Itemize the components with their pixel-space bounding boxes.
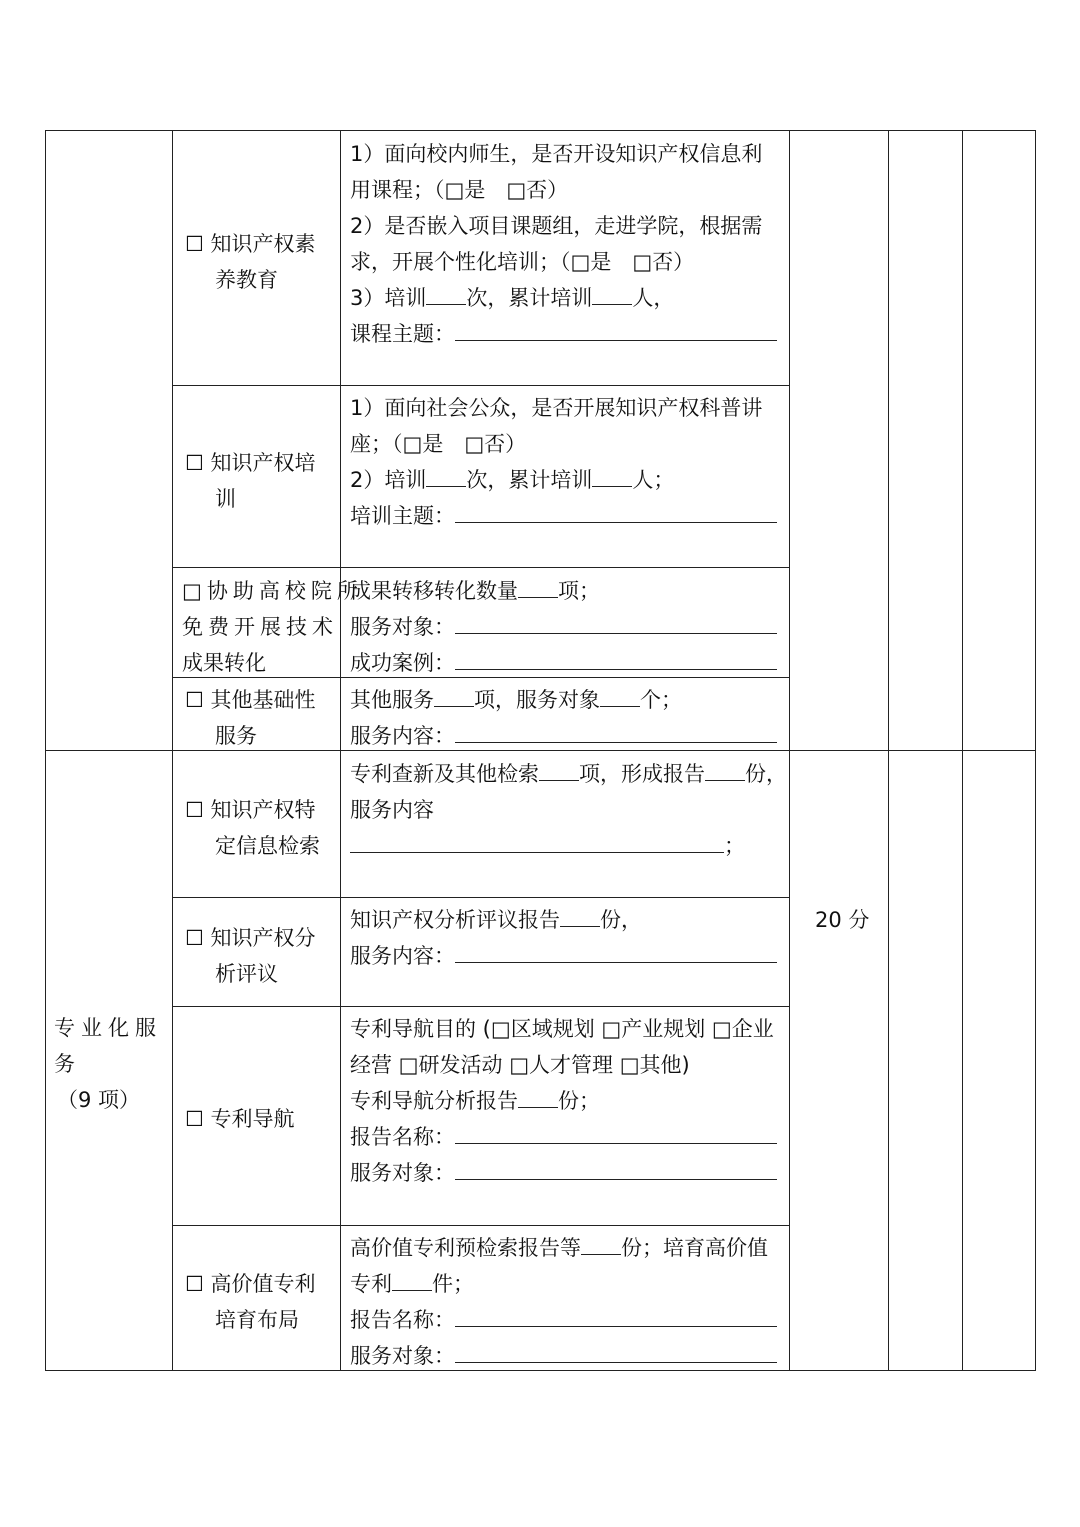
label: 报告名称： — [350, 1308, 455, 1332]
training-line: 1）面向社会公众，是否开展知识产权科普讲 — [350, 396, 763, 420]
row-divider — [172, 1006, 790, 1007]
blank-reports[interactable] — [518, 1083, 558, 1108]
blank-success-case[interactable] — [455, 645, 777, 670]
highvalue-count-line — [350, 1230, 768, 1266]
blank-service-content[interactable] — [350, 828, 724, 853]
blank-service-target[interactable] — [455, 1338, 777, 1363]
blank-training-topic[interactable] — [455, 498, 777, 523]
table-border-top — [45, 130, 1036, 131]
row-divider — [172, 897, 790, 898]
item-training-title-2: 训 — [215, 487, 236, 511]
literacy-line: 2）是否嵌入项目课题组，走进学院，根据需 — [350, 214, 763, 238]
blank-reports[interactable] — [560, 902, 600, 927]
blank-service-content[interactable] — [455, 718, 777, 743]
blank-service-content[interactable] — [455, 938, 777, 963]
blank-times[interactable] — [426, 462, 466, 487]
label: 成功案例： — [350, 651, 455, 675]
row-divider — [172, 567, 790, 568]
training-line: 座；（□是 □否） — [350, 432, 527, 456]
blank-course-topic[interactable] — [455, 316, 777, 341]
text: 其他服务 — [350, 688, 434, 712]
transfer-count-line — [350, 573, 600, 609]
navigation-purpose-line: 专利导航目的 (□区域规划 □产业规划 □企业 — [350, 1017, 774, 1041]
label: 服务对象： — [350, 1344, 455, 1368]
text: 专利导航分析报告 — [350, 1089, 518, 1113]
item-transfer-title-3: 成果转化 — [182, 651, 266, 675]
category-label-line2: 务 — [54, 1052, 75, 1076]
training-count-line — [350, 462, 674, 498]
item-other-title-1: ☐ 其他基础性 — [185, 688, 316, 712]
text: 知识产权分析评议报告 — [350, 908, 560, 932]
label: 培训主题： — [350, 504, 455, 528]
training-topic-line — [350, 498, 777, 534]
label: 服务内容： — [350, 724, 455, 748]
literacy-line: 用课程；（□是 □否） — [350, 178, 569, 202]
transfer-target-line — [350, 609, 777, 645]
text: 2）培训 — [350, 468, 427, 492]
item-search-title-2: 定信息检索 — [215, 834, 320, 858]
blank-people[interactable] — [592, 280, 632, 305]
literacy-line: 1）面向校内师生，是否开设知识产权信息利 — [350, 142, 763, 166]
highvalue-report-name-line — [350, 1302, 777, 1338]
item-search-title-1: ☐ 知识产权特 — [185, 798, 316, 822]
blank-report-name[interactable] — [455, 1302, 777, 1327]
category-label-line1: 专业化服 — [54, 1016, 162, 1040]
label: 服务内容： — [350, 944, 455, 968]
analysis-content-line — [350, 938, 777, 974]
highvalue-target-line — [350, 1338, 777, 1374]
text: 份， — [745, 762, 787, 786]
blank-service-target[interactable] — [455, 609, 777, 634]
item-literacy-title-2: 养教育 — [215, 268, 278, 292]
blank-reports[interactable] — [705, 756, 745, 781]
text: 份； — [558, 1089, 600, 1113]
navigation-count-line — [350, 1083, 600, 1119]
item-transfer-title-1: □协助高校院所 — [182, 579, 363, 603]
item-training-title-1: ☐ 知识产权培 — [185, 451, 316, 475]
item-literacy-title-1: ☐ 知识产权素 — [185, 232, 316, 256]
category-count: （9 项） — [57, 1088, 141, 1112]
blank-service-target[interactable] — [455, 1155, 777, 1180]
blank-reports[interactable] — [581, 1230, 621, 1255]
highvalue-patent-line — [350, 1266, 474, 1302]
item-highvalue-title-1: ☐ 高价值专利 — [185, 1272, 316, 1296]
blank-items[interactable] — [518, 573, 558, 598]
other-content-line — [350, 718, 777, 754]
navigation-purpose-line: 经营 □研发活动 □人才管理 □其他) — [350, 1053, 690, 1077]
blank-report-name[interactable] — [455, 1119, 777, 1144]
item-analysis-title-2: 析评议 — [215, 962, 278, 986]
text: 项； — [558, 579, 600, 603]
text: 项，服务对象 — [474, 688, 600, 712]
text: 项，形成报告 — [579, 762, 705, 786]
item-analysis-title-1: ☐ 知识产权分 — [185, 926, 316, 950]
label: 报告名称： — [350, 1125, 455, 1149]
text: ； — [724, 834, 745, 858]
row-divider — [172, 385, 790, 386]
text: 次，累计培训 — [466, 286, 593, 310]
text: 3）培训 — [350, 286, 427, 310]
text: 人， — [632, 286, 675, 310]
label: 服务对象： — [350, 1161, 455, 1185]
row-divider — [172, 1225, 790, 1226]
search-count-line — [350, 756, 787, 792]
text: 份， — [600, 908, 642, 932]
literacy-topic-line — [350, 316, 777, 352]
navigation-report-name-line — [350, 1119, 777, 1155]
blank-people[interactable] — [592, 462, 632, 487]
item-other-title-2: 服务 — [215, 724, 257, 748]
transfer-case-line — [350, 645, 777, 681]
label: 课程主题： — [350, 322, 455, 346]
blank-patents[interactable] — [392, 1266, 432, 1291]
text: 专利 — [350, 1272, 392, 1296]
other-count-line — [350, 682, 682, 718]
label: 服务对象： — [350, 615, 455, 639]
text: 专利查新及其他检索 — [350, 762, 539, 786]
item-transfer-title-2: 免费开展技术 — [182, 615, 338, 639]
item-highvalue-title-2: 培育布局 — [215, 1308, 299, 1332]
search-content-line — [350, 828, 745, 864]
blank-items[interactable] — [539, 756, 579, 781]
text: 成果转移转化数量 — [350, 579, 518, 603]
text: 个； — [640, 688, 682, 712]
literacy-line: 求，开展个性化培训；（□是 □否） — [350, 250, 695, 274]
navigation-target-line — [350, 1155, 777, 1191]
text: 人； — [632, 468, 675, 492]
item-navigation-title: ☐ 专利导航 — [185, 1107, 295, 1131]
text: 高价值专利预检索报告等 — [350, 1236, 581, 1260]
blank-targets[interactable] — [600, 682, 640, 707]
text: 件； — [432, 1272, 474, 1296]
text: 份；培育高价值 — [621, 1236, 768, 1260]
score-value: 20 分 — [815, 908, 870, 932]
search-content-label: 服务内容 — [350, 798, 434, 822]
analysis-count-line — [350, 902, 642, 938]
text: 次，累计培训 — [466, 468, 593, 492]
literacy-training-count-line — [350, 280, 674, 316]
blank-times[interactable] — [426, 280, 466, 305]
blank-items[interactable] — [434, 682, 474, 707]
evaluation-table — [45, 130, 1036, 1371]
